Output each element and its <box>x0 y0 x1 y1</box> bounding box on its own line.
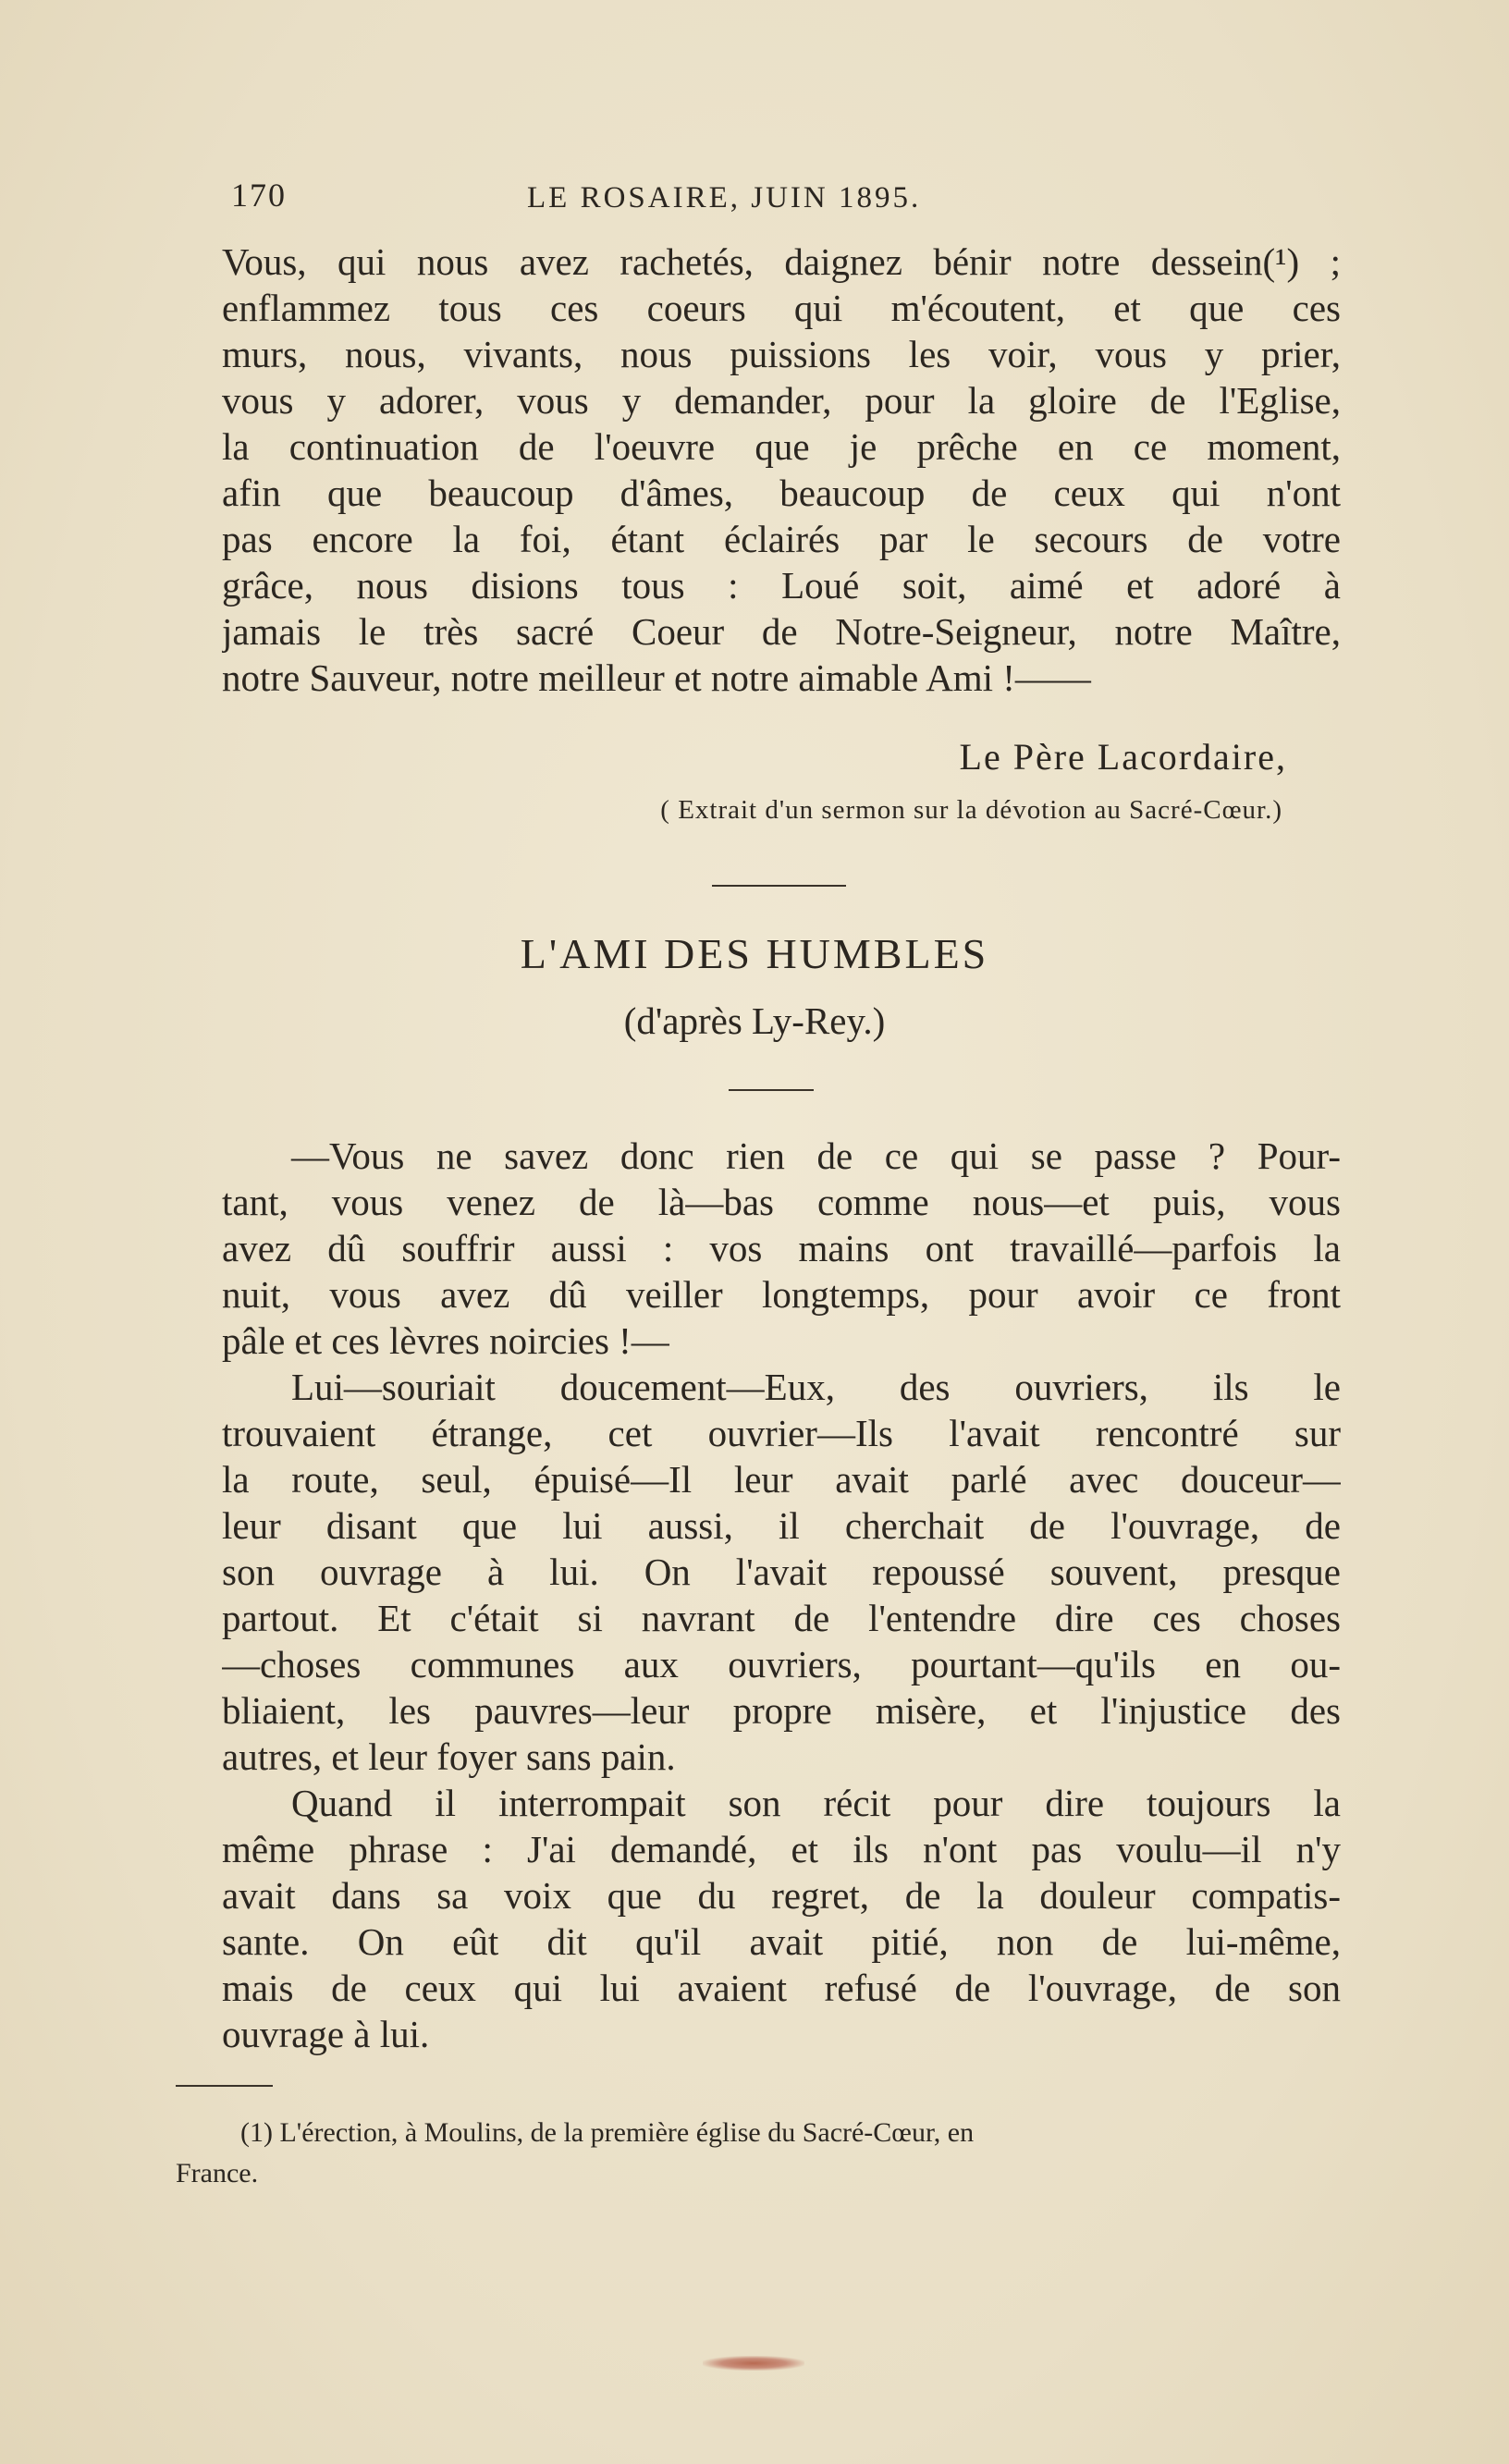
text-line: même phrase : J'ai demandé, et ils n'ont pas voulu—il n'y <box>222 1828 1341 1870</box>
text-line: avez dû souffrir aussi : vos mains ont travaillé—parfois la <box>222 1227 1341 1269</box>
text-line: jamais le très sacré Coeur de Notre-Seigneur, notre Maître, <box>222 610 1341 653</box>
page-number: 170 <box>231 177 287 214</box>
text-line: la route, seul, épuisé—Il leur avait parlé avec douceur— <box>222 1458 1341 1501</box>
text-line: Vous, qui nous avez rachetés, daignez bénir notre dessein(¹) ; <box>222 240 1341 283</box>
text-line: mais de ceux qui lui avaient refusé de l'ouvrage, de son <box>222 1967 1341 2009</box>
text-line: ouvrage à lui. <box>222 2013 430 2055</box>
text-line: autres, et leur foyer sans pain. <box>222 1735 676 1778</box>
article-title: L'AMI DES HUMBLES <box>520 930 989 977</box>
page-header <box>231 176 1341 231</box>
text-line: —Vous ne savez donc rien de ce qui se passe ? Pour- <box>291 1134 1341 1177</box>
text-line: —choses communes aux ouvriers, pourtant—qu'ils en ou- <box>222 1643 1341 1686</box>
text-line: Quand il interrompait son récit pour dire toujours la <box>291 1782 1341 1824</box>
text-line: partout. Et c'était si navrant de l'entendre dire ces choses <box>222 1597 1341 1639</box>
footnote <box>176 2113 1336 2194</box>
text-line: tant, vous venez de là—bas comme nous—et puis, vous <box>222 1181 1341 1223</box>
text-line: vous y adorer, vous y demander, pour la gloire de l'Eglise, <box>222 379 1341 422</box>
article-subtitle: (d'après Ly-Rey.) <box>623 999 886 1042</box>
text-line: bliaient, les pauvres—leur propre misère, et l'injustice des <box>222 1689 1341 1732</box>
text-line: avait dans sa voix que du regret, de la douleur compatis- <box>222 1874 1341 1917</box>
article-body <box>222 1133 1341 2057</box>
title-divider <box>729 1089 814 1091</box>
text-line: afin que beaucoup d'âmes, beaucoup de ceux qui n'ont <box>222 472 1341 514</box>
text-line: trouvaient étrange, cet ouvrier—Ils l'avait rencontré sur <box>222 1412 1341 1454</box>
text-line: sante. On eût dit qu'il avait pitié, non de lui-même, <box>222 1920 1341 1963</box>
footnote-divider <box>176 2085 273 2087</box>
text-line: son ouvrage à lui. On l'avait repoussé souvent, presque <box>222 1551 1341 1593</box>
text-line: enflammez tous ces coeurs qui m'écoutent, et que ces <box>222 287 1341 329</box>
ink-stain <box>703 2356 804 2371</box>
text-line: pas encore la foi, étant éclairés par le secours de votre <box>222 518 1341 560</box>
text-line: la continuation de l'oeuvre que je prêche en ce moment, <box>222 425 1341 468</box>
sermon-passage <box>222 239 1341 701</box>
text-line: leur disant que lui aussi, il cherchait de l'ouvrage, de <box>222 1504 1341 1547</box>
footnote-line: France. <box>176 2158 259 2188</box>
section-divider <box>712 885 846 887</box>
text-line: nuit, vous avez dû veiller longtemps, pour avoir ce front <box>222 1273 1341 1316</box>
text-line: Lui—souriait doucement—Eux, des ouvriers, ils le <box>291 1366 1341 1408</box>
source-note: ( Extrait d'un sermon sur la dévotion au Sacré-Cœur.) <box>660 795 1282 825</box>
text-line: pâle et ces lèvres noircies !— <box>222 1319 669 1362</box>
text-line: notre Sauveur, notre meilleur et notre aimable Ami !—— <box>222 656 1091 699</box>
text-line: murs, nous, vivants, nous puissions les voir, vous y prier, <box>222 333 1341 375</box>
running-title: LE ROSAIRE, JUIN 1895. <box>527 181 922 215</box>
footnote-line: (1) L'érection, à Moulins, de la première église du Sacré-Cœur, en <box>240 2117 975 2148</box>
text-line: grâce, nous disions tous : Loué soit, aimé et adoré à <box>222 564 1341 607</box>
signature: Le Père Lacordaire, <box>959 736 1287 778</box>
